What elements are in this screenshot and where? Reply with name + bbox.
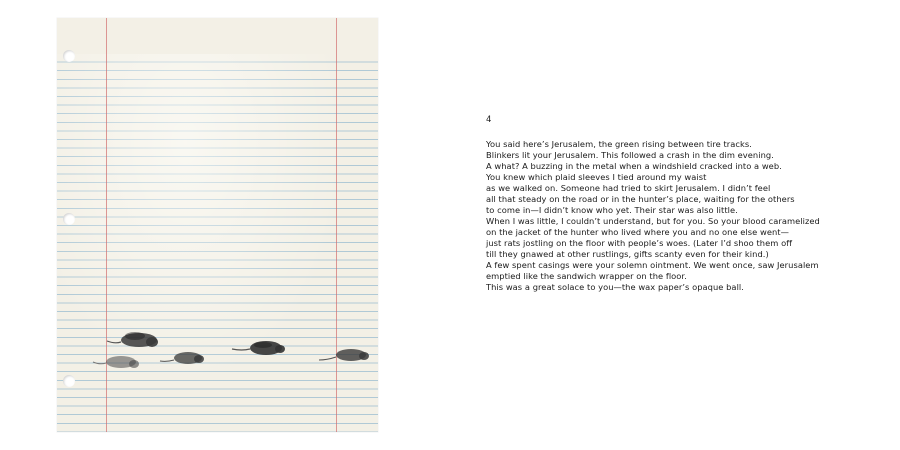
page-number: 4 [486, 115, 492, 125]
poem-line: to come in—I didn’t know who yet. Their star was also little. [486, 205, 738, 215]
poem-line: just rats jostling on the floor with people’s woes. (Later I’d shoo them off [486, 238, 793, 248]
poem-line: on the jacket of the hunter who lived where you and no one else went— [486, 227, 789, 237]
poem-line: Blinkers lit your Jerusalem. This followed a crash in the dim evening. [486, 150, 774, 160]
poem-line: A what? A buzzing in the metal when a windshield cracked into a web. [486, 161, 782, 171]
rat-3 [160, 352, 204, 364]
poem-lines [486, 139, 886, 293]
poem-line: as we walked on. Someone had tried to skirt Jerusalem. I didn’t feel [486, 183, 771, 193]
poem-line: till they gnawed at other rustlings, gifts scanty even for their kind.) [486, 249, 769, 259]
rat-5 [319, 349, 369, 361]
notebook-paper-illustration [57, 18, 378, 432]
poem-line: A few spent casings were your solemn ointment. We went once, saw Jerusalem [486, 260, 819, 270]
rat-silhouettes [57, 18, 378, 432]
poem-line: all that steady on the road or in the hunter’s place, waiting for the others [486, 194, 795, 204]
poem-line: You knew which plaid sleeves I tied around my waist [486, 172, 707, 182]
poem-block [486, 115, 886, 293]
poem-line: You said here’s Jerusalem, the green rising between tire tracks. [486, 139, 752, 149]
poem-line: When I was little, I couldn’t understand, but for you. So your blood caramelized [486, 216, 820, 226]
poem-line: emptied like the sandwich wrapper on the floor. [486, 271, 687, 281]
rat-2 [93, 356, 139, 368]
poem-line: This was a great solace to you—the wax paper’s opaque ball. [486, 282, 744, 292]
rat-1 [107, 332, 158, 347]
rat-4 [232, 341, 285, 355]
